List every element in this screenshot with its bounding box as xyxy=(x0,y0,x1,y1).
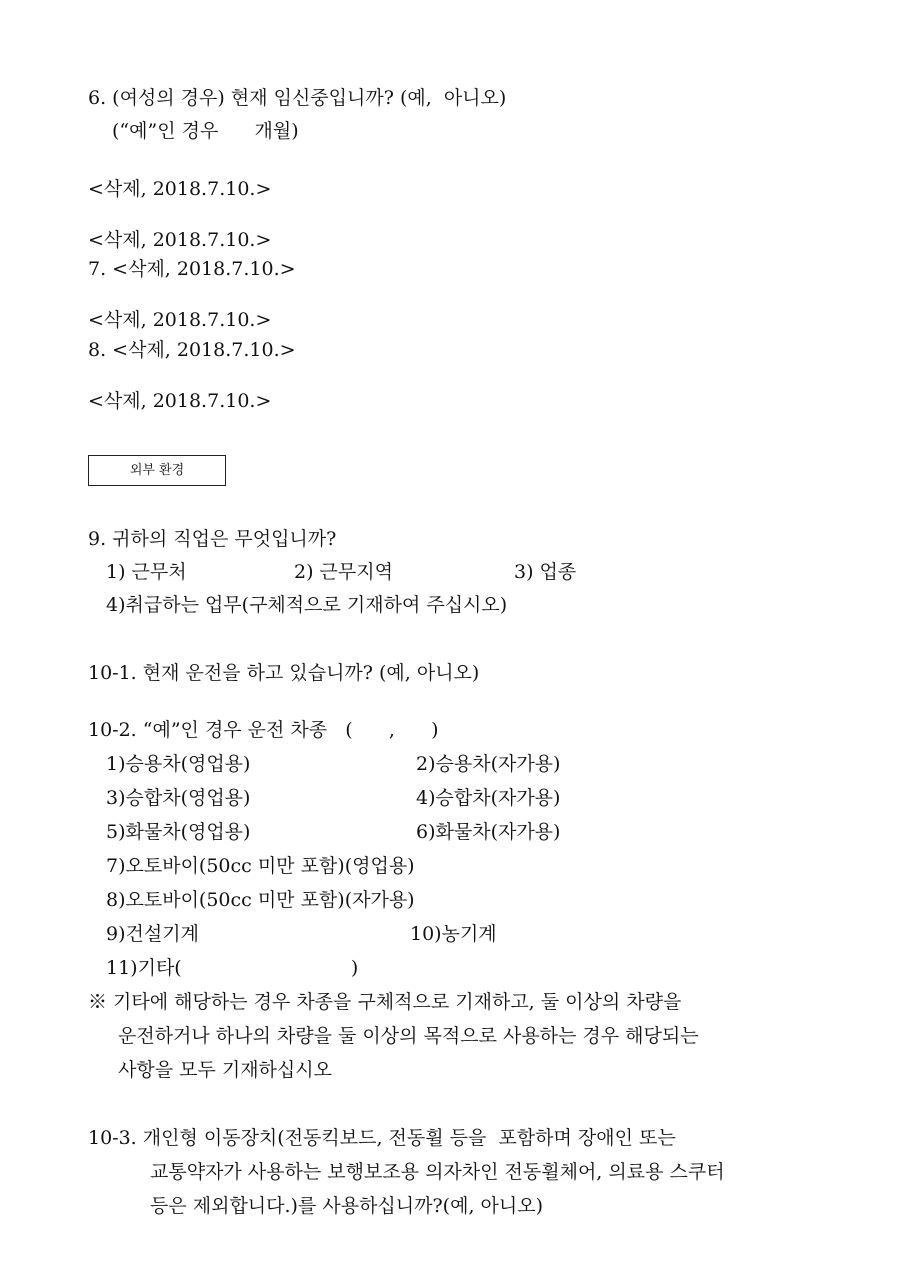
section-box-external-environment: 외부 환경 xyxy=(88,455,226,486)
q8-deleted: 8. <삭제, 2018.7.10.> xyxy=(88,339,296,361)
q10-2-note-line2: 운전하거나 하나의 차량을 둘 이상의 목적으로 사용하는 경우 해당되는 xyxy=(118,1025,699,1047)
deleted-note: <삭제, 2018.7.10.> xyxy=(88,229,272,251)
q9-title: 9. 귀하의 직업은 무엇입니까? xyxy=(88,528,337,550)
q10-2-option-3: 3)승합차(영업용) xyxy=(106,787,251,809)
q10-2-option-4: 4)승합차(자가용) xyxy=(416,787,561,809)
q10-3-line3: 등은 제외합니다.)를 사용하십니까?(예, 아니오) xyxy=(150,1195,543,1217)
q10-2-option-11: 11)기타( ) xyxy=(106,957,359,979)
q6-line1: 6. (여성의 경우) 현재 임신중입니까? (예, 아니오) xyxy=(88,87,507,109)
deleted-note: <삭제, 2018.7.10.> xyxy=(88,390,272,412)
deleted-note: <삭제, 2018.7.10.> xyxy=(88,178,272,200)
q10-2-option-10: 10)농기계 xyxy=(410,923,497,945)
q9-option-1: 1) 근무처 xyxy=(106,561,187,583)
q10-1: 10-1. 현재 운전을 하고 있습니까? (예, 아니오) xyxy=(88,662,480,684)
q9-option-2: 2) 근무지역 xyxy=(294,561,393,583)
q10-2-option-6: 6)화물차(자가용) xyxy=(416,821,561,843)
q10-3-line1: 10-3. 개인형 이동장치(전동킥보드, 전동휠 등을 포함하며 장애인 또는 xyxy=(88,1127,676,1149)
q10-2-title: 10-2. “예”인 경우 운전 차종 ( , ) xyxy=(88,719,439,741)
deleted-note: <삭제, 2018.7.10.> xyxy=(88,309,272,331)
q10-2-option-5: 5)화물차(영업용) xyxy=(106,821,251,843)
q10-2-option-7: 7)오토바이(50cc 미만 포함)(영업용) xyxy=(106,855,415,877)
q10-2-option-8: 8)오토바이(50cc 미만 포함)(자가용) xyxy=(106,889,415,911)
q6-line2: (“예”인 경우 개월) xyxy=(112,120,299,142)
q7-deleted: 7. <삭제, 2018.7.10.> xyxy=(88,258,296,280)
q9-option-3: 3) 업종 xyxy=(514,561,577,583)
q10-3-line2: 교통약자가 사용하는 보행보조용 의자차인 전동휠체어, 의료용 스쿠터 xyxy=(150,1161,725,1183)
q10-2-note-line1: ※ 기타에 해당하는 경우 차종을 구체적으로 기재하고, 둘 이상의 차량을 xyxy=(88,991,682,1013)
q10-2-option-9: 9)건설기계 xyxy=(106,923,199,945)
q10-2-option-1: 1)승용차(영업용) xyxy=(106,753,251,775)
q9-option-4: 4)취급하는 업무(구체적으로 기재하여 주십시오) xyxy=(106,594,508,616)
q10-2-note-line3: 사항을 모두 기재하십시오 xyxy=(118,1059,332,1081)
q10-2-option-2: 2)승용차(자가용) xyxy=(416,753,561,775)
